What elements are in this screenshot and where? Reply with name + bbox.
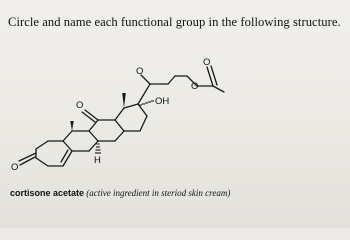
c11-oxygen-label: O (76, 100, 84, 111)
compound-name: cortisone acetate (10, 188, 85, 198)
structure-caption (10, 188, 230, 198)
compound-note: (active ingredient in steriod skin cream) (86, 188, 231, 198)
oh-label: OH (155, 96, 170, 107)
h-label: H (94, 155, 101, 166)
oh-dashed-bond (139, 101, 154, 105)
c20-oxygen-label: O (136, 66, 144, 77)
c3-oxygen-label: O (11, 162, 19, 173)
c10-methyl-wedge (70, 121, 73, 131)
c13-methyl-wedge (122, 93, 126, 108)
ester-oxygen-label: O (191, 81, 199, 92)
ester-carbonyl-oxygen-label: O (203, 57, 211, 68)
question-text: Circle and name each functional group in the following structure. (8, 15, 341, 29)
